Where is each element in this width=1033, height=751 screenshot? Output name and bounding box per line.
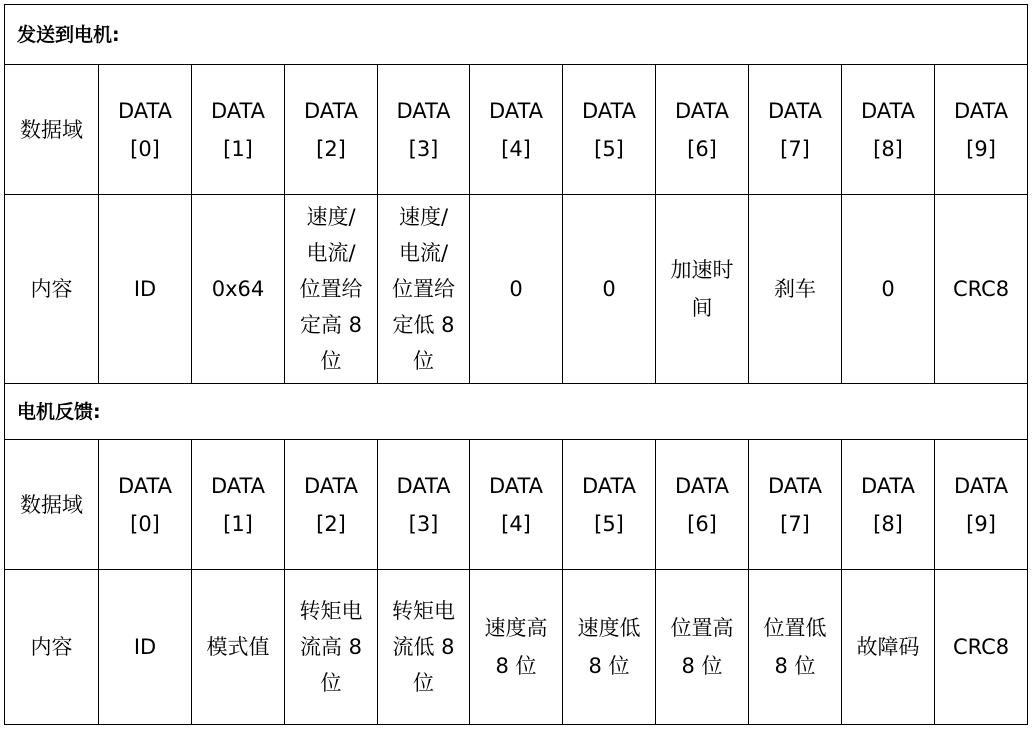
feedback-field-1: DATA [1] <box>192 440 285 570</box>
feedback-content-9: CRC8 <box>935 570 1028 725</box>
feedback-domain-label: 数据域 <box>5 440 99 570</box>
send-field-9: DATA [9] <box>935 65 1028 195</box>
send-content-4: 0 <box>470 195 563 384</box>
feedback-field-8: DATA [8] <box>842 440 935 570</box>
send-field-1: DATA [1] <box>192 65 285 195</box>
feedback-field-6: DATA [6] <box>656 440 749 570</box>
feedback-field-9: DATA [9] <box>935 440 1028 570</box>
send-field-6: DATA [6] <box>656 65 749 195</box>
feedback-content-5: 速度低 8 位 <box>563 570 656 725</box>
feedback-content-row <box>5 570 1028 725</box>
feedback-section-header-row <box>5 384 1028 440</box>
send-field-5: DATA [5] <box>563 65 656 195</box>
feedback-field-4: DATA [4] <box>470 440 563 570</box>
feedback-field-7: DATA [7] <box>749 440 842 570</box>
send-content-2: 速度/ 电流/ 位置给 定高 8 位 <box>285 195 378 384</box>
send-field-3: DATA [3] <box>378 65 470 195</box>
send-content-1: 0x64 <box>192 195 285 384</box>
send-field-8: DATA [8] <box>842 65 935 195</box>
feedback-field-2: DATA [2] <box>285 440 378 570</box>
send-section-title: 发送到电机: <box>5 5 1028 65</box>
protocol-table <box>4 4 1028 725</box>
feedback-content-2: 转矩电 流高 8 位 <box>285 570 378 725</box>
feedback-content-6: 位置高 8 位 <box>656 570 749 725</box>
send-content-0: ID <box>99 195 192 384</box>
send-content-row <box>5 195 1028 384</box>
send-field-7: DATA [7] <box>749 65 842 195</box>
send-content-7: 刹车 <box>749 195 842 384</box>
send-field-2: DATA [2] <box>285 65 378 195</box>
feedback-field-5: DATA [5] <box>563 440 656 570</box>
send-content-6: 加速时 间 <box>656 195 749 384</box>
feedback-domain-row <box>5 440 1028 570</box>
feedback-content-8: 故障码 <box>842 570 935 725</box>
send-domain-label: 数据域 <box>5 65 99 195</box>
feedback-content-7: 位置低 8 位 <box>749 570 842 725</box>
send-content-8: 0 <box>842 195 935 384</box>
feedback-field-3: DATA [3] <box>378 440 470 570</box>
send-field-4: DATA [4] <box>470 65 563 195</box>
feedback-field-0: DATA [0] <box>99 440 192 570</box>
send-field-0: DATA [0] <box>99 65 192 195</box>
feedback-content-label: 内容 <box>5 570 99 725</box>
send-content-label: 内容 <box>5 195 99 384</box>
feedback-content-4: 速度高 8 位 <box>470 570 563 725</box>
send-section-header-row <box>5 5 1028 65</box>
feedback-content-1: 模式值 <box>192 570 285 725</box>
feedback-section-title: 电机反馈: <box>5 384 1028 440</box>
feedback-content-3: 转矩电 流低 8 位 <box>378 570 470 725</box>
send-content-3: 速度/ 电流/ 位置给 定低 8 位 <box>378 195 470 384</box>
feedback-content-0: ID <box>99 570 192 725</box>
send-domain-row <box>5 65 1028 195</box>
send-content-9: CRC8 <box>935 195 1028 384</box>
send-content-5: 0 <box>563 195 656 384</box>
